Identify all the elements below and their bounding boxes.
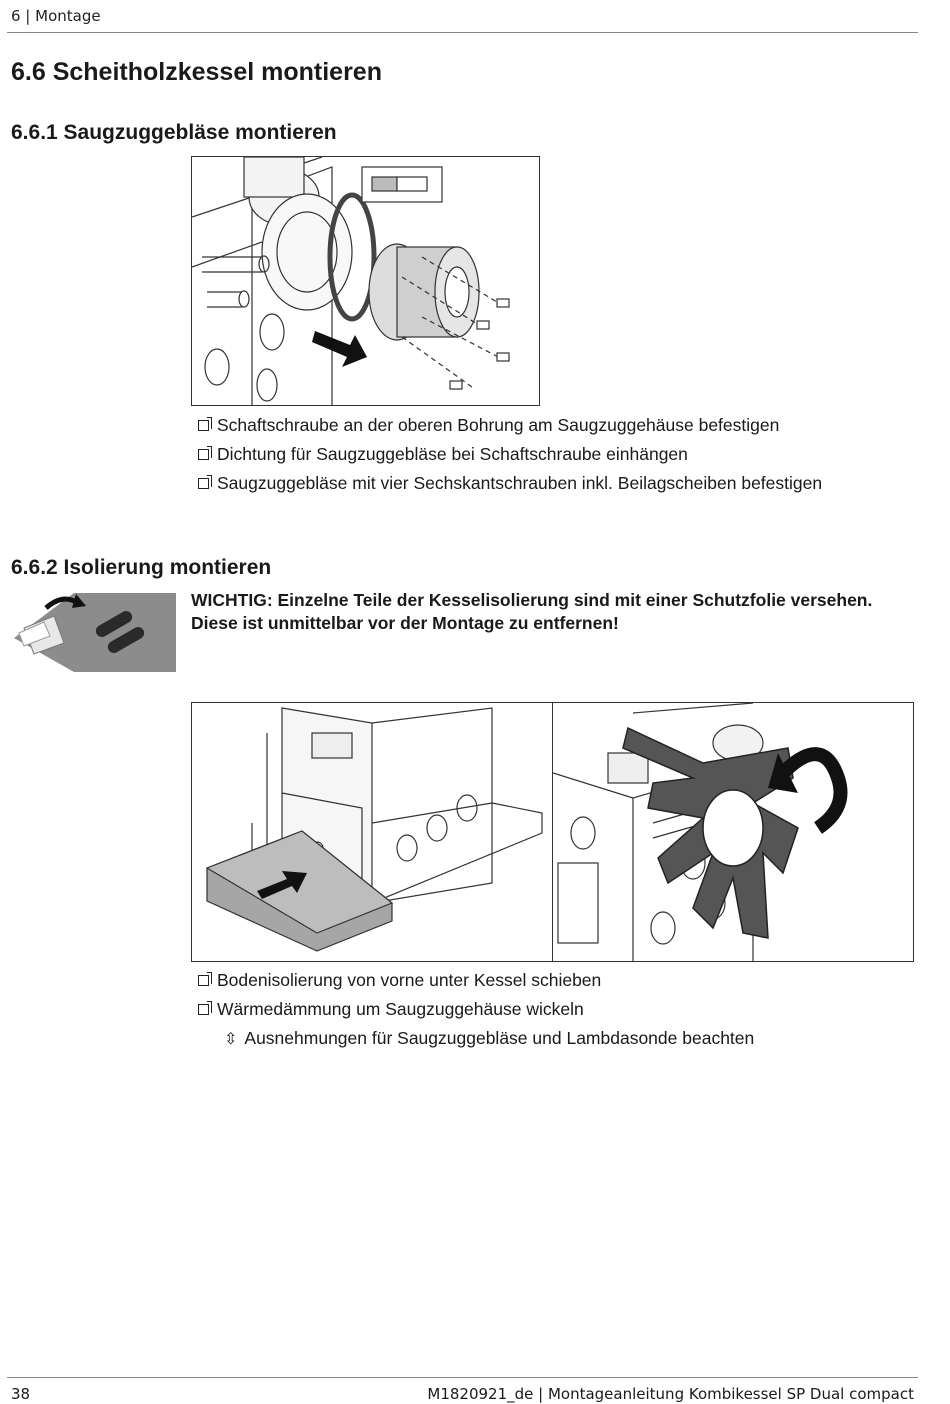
header-rule: [7, 32, 918, 33]
step-text: Wärmedämmung um Saugzuggehäuse wickeln: [217, 999, 584, 1019]
result-text: Ausnehmungen für Saugzuggebläse und Lambdasonde beachten: [244, 1028, 755, 1048]
step-item: [198, 966, 754, 995]
checkbox-icon: [198, 478, 209, 489]
section-title: 6.6 Scheitholzkessel montieren: [11, 58, 382, 86]
document-title: M1820921_de | Montageanleitung Kombikessel SP Dual compact: [427, 1385, 914, 1403]
checkbox-icon: [198, 420, 209, 431]
step-item: [198, 411, 822, 440]
page-header: 6 | Montage: [11, 7, 101, 25]
checkbox-icon: [198, 975, 209, 986]
important-notice: [191, 589, 931, 635]
notice-line: WICHTIG: Einzelne Teile der Kesselisolierung sind mit einer Schutzfolie versehen.: [191, 590, 873, 610]
step-text: Saugzuggebläse mit vier Sechskantschrauben inkl. Beilagscheiben befestigen: [217, 473, 823, 493]
protective-foil-icon: [14, 588, 176, 672]
footer-rule: [7, 1377, 918, 1378]
checkbox-icon: [198, 1004, 209, 1015]
floor-insulation-illustration: [191, 702, 554, 962]
step-text: Schaftschraube an der oberen Bohrung am Saugzuggehäuse befestigen: [217, 415, 780, 435]
fan-step-list: [198, 411, 822, 498]
fan-mounting-illustration: [191, 156, 540, 406]
step-text: Bodenisolierung von vorne unter Kessel schieben: [217, 970, 602, 990]
checkbox-icon: [198, 449, 209, 460]
step-text: Dichtung für Saugzuggebläse bei Schaftschraube einhängen: [217, 444, 688, 464]
result-item: [198, 1024, 754, 1053]
step-item: [198, 440, 822, 469]
insulation-step-list: [198, 966, 754, 1053]
page-number: 38: [11, 1385, 31, 1403]
subsection-title-fan: 6.6.1 Saugzuggebläse montieren: [11, 121, 337, 144]
subsection-title-insulation: 6.6.2 Isolierung montieren: [11, 556, 272, 579]
step-item: [198, 995, 754, 1024]
step-item: [198, 469, 822, 498]
result-arrow-icon: ⇳: [224, 1029, 238, 1048]
notice-line: Diese ist unmittelbar vor der Montage zu entfernen!: [191, 613, 619, 633]
thermal-insulation-illustration: [552, 702, 914, 962]
